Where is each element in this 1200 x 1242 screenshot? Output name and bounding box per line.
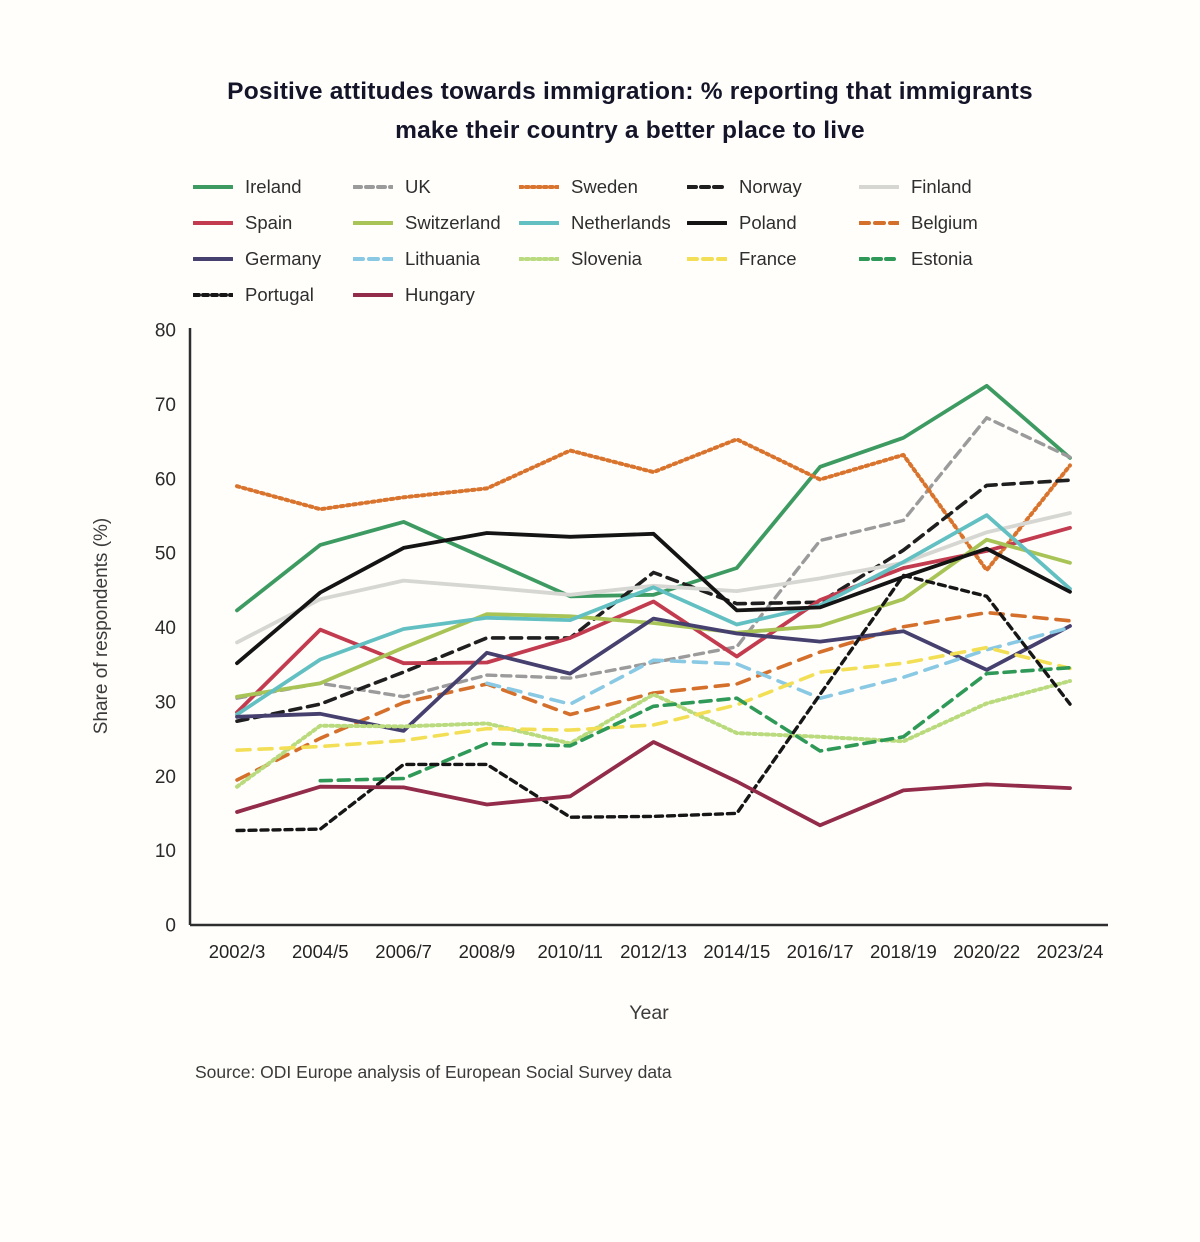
legend-label-france: France [739, 248, 797, 269]
legend-label-sweden: Sweden [571, 176, 638, 197]
legend-label-estonia: Estonia [911, 248, 973, 269]
x-tick-label: 2023/24 [1036, 941, 1104, 962]
series-line-ireland [237, 386, 1070, 611]
chart-title-line1: Positive attitudes towards immigration: % reporting that immigrants [227, 78, 1033, 105]
x-axis-title: Year [629, 1002, 669, 1024]
legend-label-belgium: Belgium [911, 212, 978, 233]
series-line-hungary [237, 742, 1070, 825]
series-line-slovenia [237, 681, 1070, 787]
y-tick-label: 0 [165, 915, 176, 937]
x-tick-label: 2020/22 [953, 941, 1021, 962]
chart-title-line2: make their country a better place to live [395, 117, 865, 144]
series-line-germany [237, 619, 1070, 731]
x-tick-label: 2008/9 [458, 941, 516, 962]
x-tick-label: 2014/15 [703, 941, 771, 962]
series-line-netherlands [237, 515, 1070, 714]
x-tick-label: 2012/13 [620, 941, 687, 962]
legend-label-lithuania: Lithuania [405, 248, 481, 269]
series-line-sweden [237, 439, 1070, 570]
legend-label-uk: UK [405, 176, 431, 197]
y-tick-label: 70 [154, 394, 176, 416]
legend-label-finland: Finland [911, 176, 972, 197]
legend-label-poland: Poland [739, 212, 797, 233]
y-tick-label: 40 [154, 618, 176, 639]
y-tick-label: 80 [154, 320, 176, 342]
legend-label-switzerland: Switzerland [405, 212, 501, 233]
y-tick-label: 50 [154, 543, 176, 565]
y-axis-title: Share of respondents (%) [91, 517, 112, 735]
x-tick-label: 2004/5 [292, 941, 349, 962]
legend-label-slovenia: Slovenia [571, 248, 642, 269]
x-tick-label: 2010/11 [537, 941, 603, 962]
y-tick-label: 60 [154, 469, 176, 491]
x-tick-label: 2006/7 [375, 941, 432, 962]
y-tick-label: 30 [154, 692, 176, 714]
source-note: Source: ODI Europe analysis of European Social Survey data [195, 1062, 672, 1082]
x-tick-label: 2002/3 [208, 941, 266, 962]
y-tick-label: 10 [154, 841, 176, 863]
legend-label-portugal: Portugal [245, 284, 314, 305]
legend-label-germany: Germany [245, 248, 322, 269]
x-tick-label: 2018/19 [869, 941, 937, 962]
legend-label-netherlands: Netherlands [571, 212, 671, 233]
legend-label-ireland: Ireland [245, 176, 302, 197]
y-tick-label: 20 [154, 766, 176, 788]
legend-label-spain: Spain [245, 212, 293, 233]
legend-label-norway: Norway [739, 176, 802, 197]
legend-label-hungary: Hungary [405, 284, 475, 305]
x-tick-label: 2016/17 [786, 941, 854, 962]
